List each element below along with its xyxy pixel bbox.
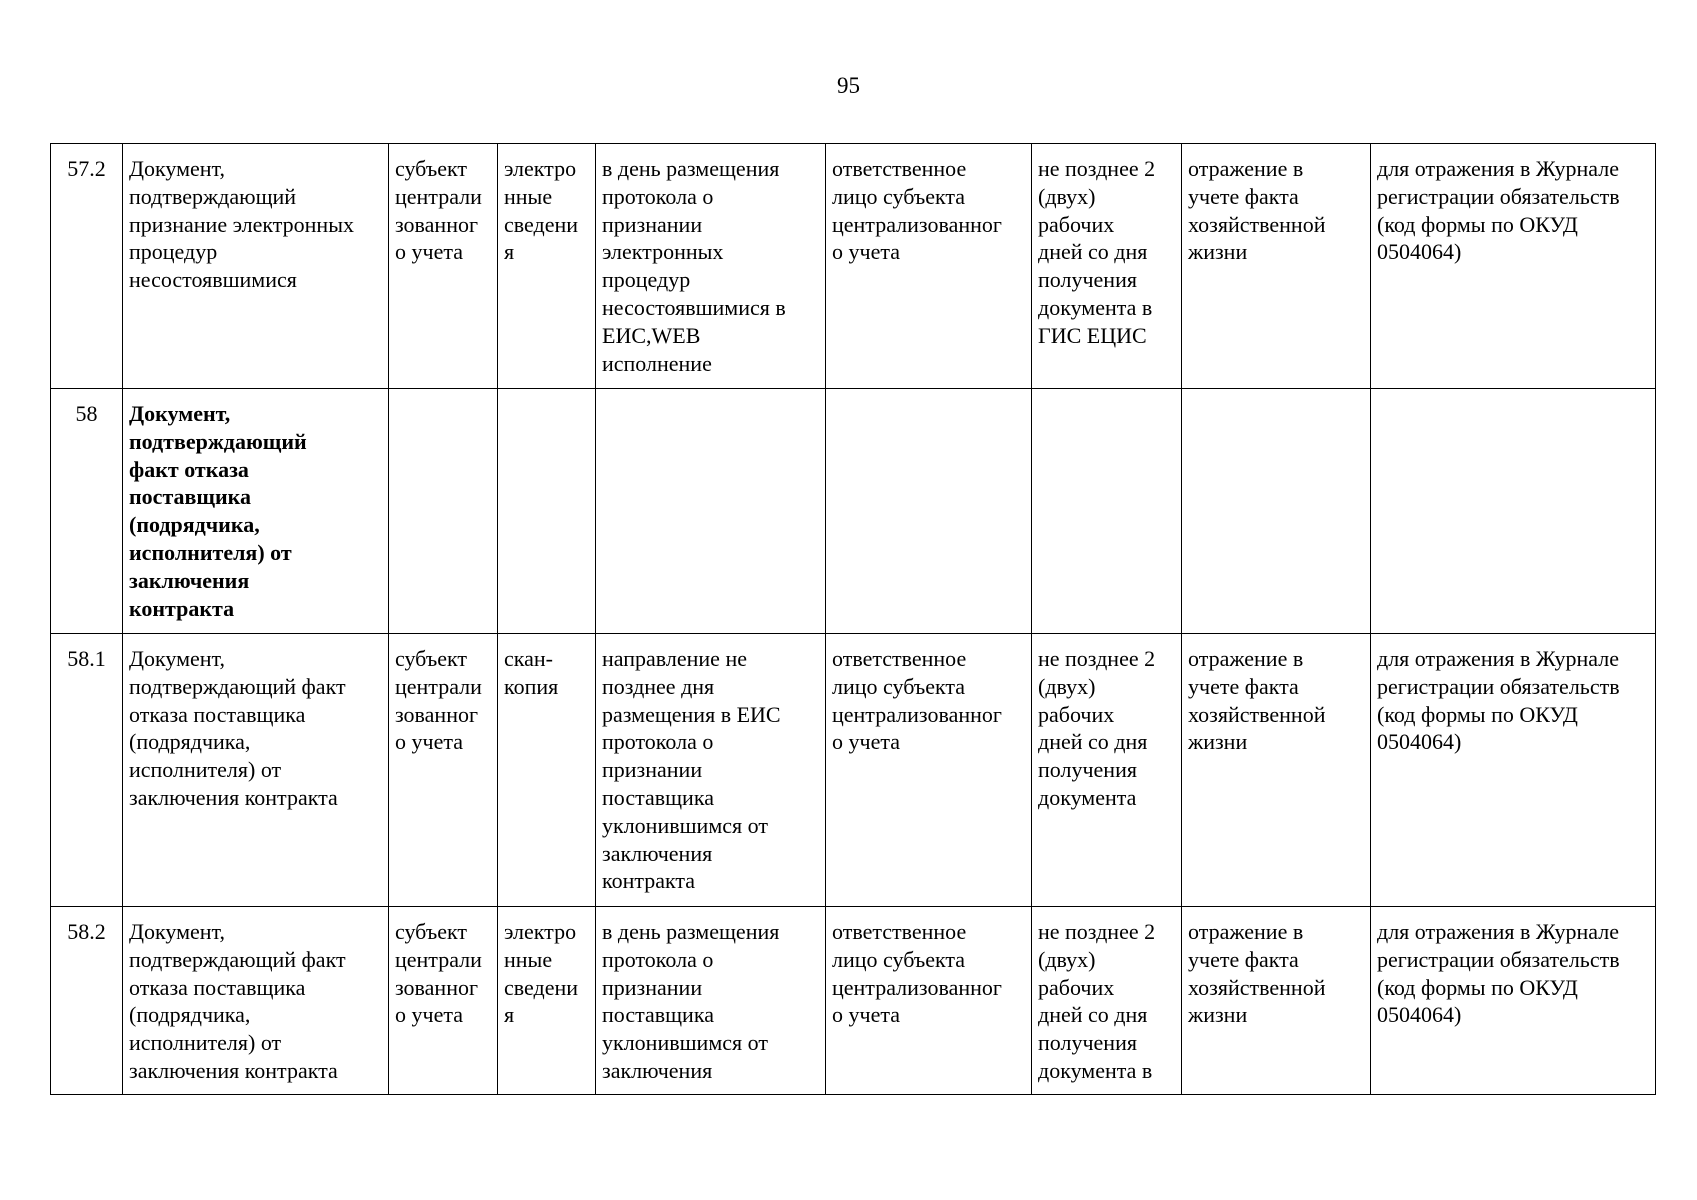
document-table bbox=[50, 143, 1656, 1095]
register-cell: для отражения в Журнале регистрации обязательств (код формы по ОКУД 0504064) bbox=[1371, 907, 1656, 1095]
creator-cell bbox=[389, 389, 498, 634]
creator-cell: субъект централи зованног о учета bbox=[389, 634, 498, 907]
responsible-person-cell: ответственное лицо субъекта централизованног о учета bbox=[826, 634, 1032, 907]
purpose-cell: отражение в учете факта хозяйственной жизни bbox=[1182, 144, 1371, 389]
row-number-cell: 58.1 bbox=[51, 634, 123, 907]
purpose-cell: отражение в учете факта хозяйственной жизни bbox=[1182, 634, 1371, 907]
purpose-cell bbox=[1182, 389, 1371, 634]
deadline-cell bbox=[596, 389, 826, 634]
row-number-cell: 58 bbox=[51, 389, 123, 634]
creator-cell: субъект централи зованног о учета bbox=[389, 907, 498, 1095]
term-cell bbox=[1032, 389, 1182, 634]
page-number: 95 bbox=[837, 73, 860, 98]
responsible-person-cell: ответственное лицо субъекта централизованног о учета bbox=[826, 144, 1032, 389]
deadline-cell: в день размещения протокола о признании электронных процедур несостоявшимися в ЕИС,WEB исполнение bbox=[596, 144, 826, 389]
register-cell: для отражения в Журнале регистрации обязательств (код формы по ОКУД 0504064) bbox=[1371, 634, 1656, 907]
term-cell: не позднее 2 (двух) рабочих дней со дня получения документа в ГИС ЕЦИС bbox=[1032, 144, 1182, 389]
document-form-cell: электро нные сведени я bbox=[498, 907, 596, 1095]
register-cell: для отражения в Журнале регистрации обязательств (код формы по ОКУД 0504064) bbox=[1371, 144, 1656, 389]
deadline-cell: в день размещения протокола о признании поставщика уклонившимся от заключения bbox=[596, 907, 826, 1095]
document-name-cell: Документ, подтверждающий факт отказа поставщика (подрядчика, исполнителя) от заключения контракта bbox=[123, 634, 389, 907]
term-cell: не позднее 2 (двух) рабочих дней со дня получения документа bbox=[1032, 634, 1182, 907]
register-cell bbox=[1371, 389, 1656, 634]
document-form-cell bbox=[498, 389, 596, 634]
row-number-cell: 57.2 bbox=[51, 144, 123, 389]
term-cell: не позднее 2 (двух) рабочих дней со дня получения документа в bbox=[1032, 907, 1182, 1095]
document-form-cell: электро нные сведени я bbox=[498, 144, 596, 389]
table-row bbox=[51, 907, 1656, 1095]
responsible-person-cell bbox=[826, 389, 1032, 634]
purpose-cell: отражение в учете факта хозяйственной жизни bbox=[1182, 907, 1371, 1095]
creator-cell: субъект централи зованног о учета bbox=[389, 144, 498, 389]
section-title-cell: Документ, подтверждающий факт отказа поставщика (подрядчика, исполнителя) от заключения контракта bbox=[123, 389, 389, 634]
document-name-cell: Документ, подтверждающий факт отказа поставщика (подрядчика, исполнителя) от заключения контракта bbox=[123, 907, 389, 1095]
deadline-cell: направление не позднее дня размещения в ЕИС протокола о признании поставщика уклонившимся от заключения контракта bbox=[596, 634, 826, 907]
table-row bbox=[51, 144, 1656, 389]
document-name-cell: Документ, подтверждающий признание электронных процедур несостоявшимися bbox=[123, 144, 389, 389]
responsible-person-cell: ответственное лицо субъекта централизованног о учета bbox=[826, 907, 1032, 1095]
table-section-row bbox=[51, 389, 1656, 634]
table-row bbox=[51, 634, 1656, 907]
document-form-cell: скан- копия bbox=[498, 634, 596, 907]
row-number-cell: 58.2 bbox=[51, 907, 123, 1095]
